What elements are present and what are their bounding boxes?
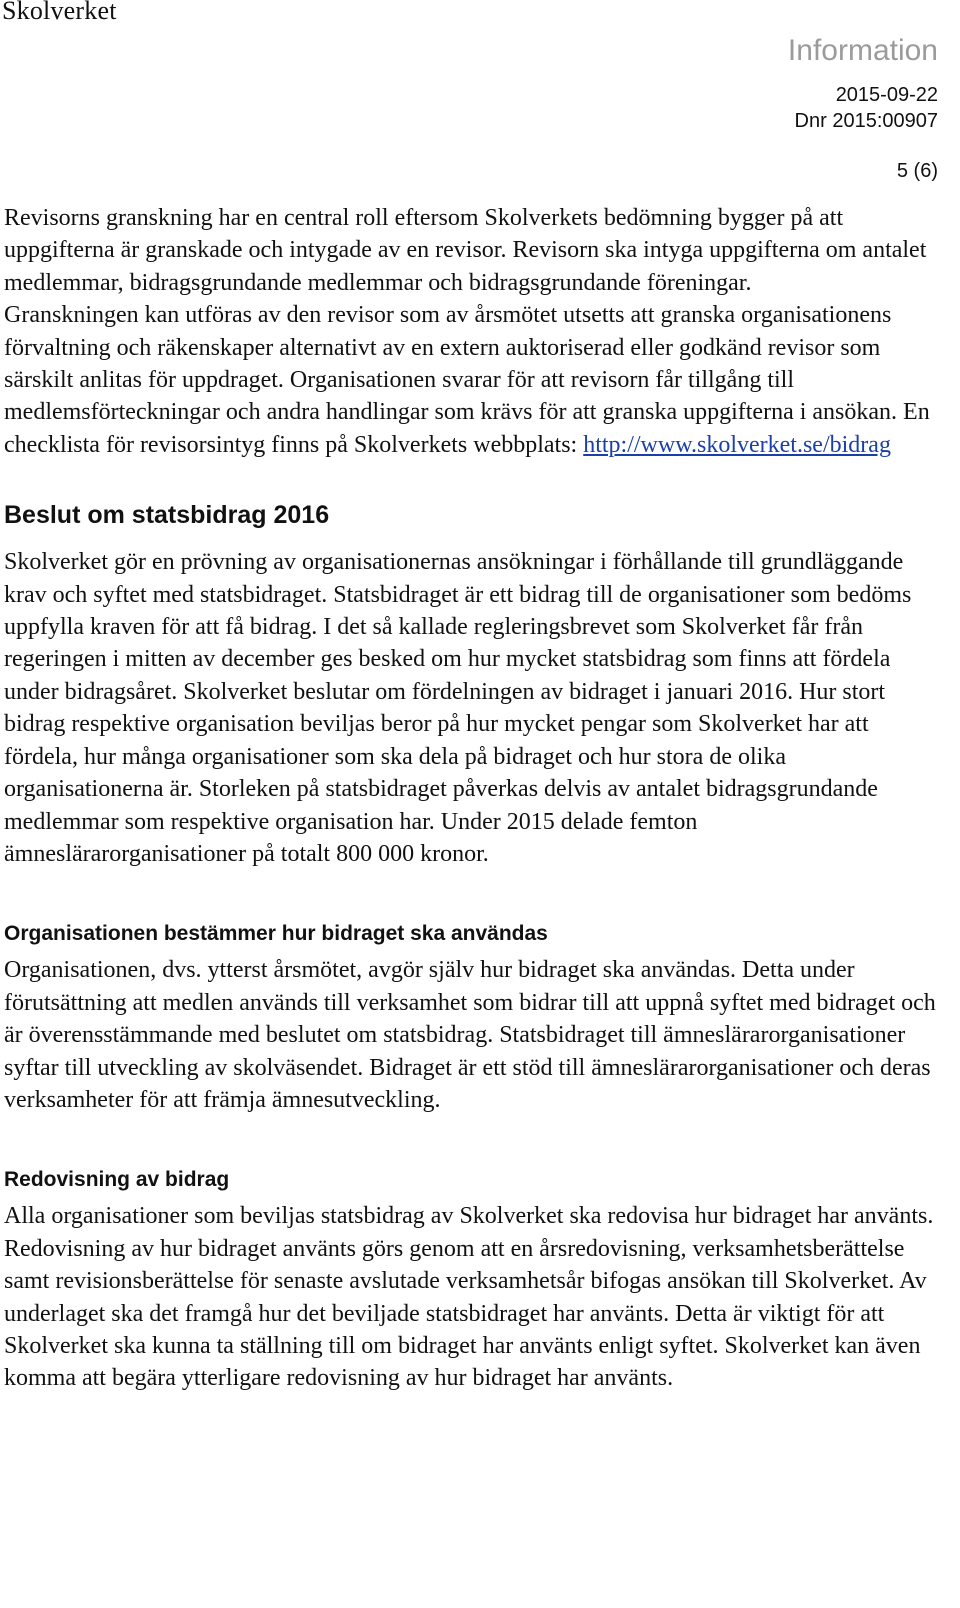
skolverket-logo: Skolverket bbox=[2, 0, 117, 25]
paragraph-granskningen-text: Granskningen kan utföras av den revisor som av årsmötet utsetts att granska organisationens förvaltning och räkenskaper alternativt av en extern auktoriserad eller godkänd revisor som särskilt anlitas för uppdraget. Organisationen svarar för att revisorn får tillgång till medlemsförteckningar och andra handlingar som krävs för att granska uppgifterna i ansökan. En checklista för revisorsintyg finns på Skolverkets webbplats: bbox=[4, 302, 930, 458]
bidrag-link[interactable]: http://www.skolverket.se/bidrag bbox=[583, 431, 891, 458]
document-date: 2015-09-22 bbox=[835, 84, 938, 106]
paragraph-beslut: Skolverket gör en prövning av organisationernas ansökningar i förhållande till grundläggande krav och syftet med statsbidraget. Statsbidraget är ett bidrag till de organisationer som bedöms uppfylla kraven för att få bidrag. I det så kallade regleringsbrevet som Skolverket får från regeringen i mitten av december ges besked om hur mycket statsbidrag som finns att fördela under bidragsåret. Skolverket beslutar om fördelningen av bidraget i januari 2016. Hur stort bidrag respektive organisation beviljas beror på hur mycket pengar som Skolverket har att fördela, hur många organisationer som ska dela på bidraget och hur stora de olika organisationerna är. Storleken på statsbidraget påverkas delvis av antalet bidragsgrundande medlemmar som respektive organisation har. Under 2015 delade femton ämneslärarorganisationer på totalt 800 000 kronor. bbox=[4, 549, 912, 867]
paragraph-redovisning: Alla organisationer som beviljas statsbidrag av Skolverket ska redovisa hur bidraget har använts. Redovisning av hur bidraget använts görs genom att en årsredovisning, verksamhetsberättelse samt revisionsberättelse för senaste avslutade verksamhetsår bifogas ansökan till Skolverket. Av underlaget ska det framgå hur det beviljade statsbidraget har använts. Detta är viktigt för att Skolverket ska kunna ta ställning till om bidraget har använts enligt syftet. Skolverket kan även komma att begära ytterligare redovisning av hur bidraget har använts. bbox=[4, 1203, 934, 1392]
paragraph-revisorns-granskning: Revisorns granskning har en central roll eftersom Skolverkets bedömning bygger på att uppgifterna är granskade och intygade av en revisor. Revisorn ska intyga uppgifterna om antalet medlemmar, bidragsgrundande medlemmar och bidragsgrundande föreningar. bbox=[4, 205, 927, 296]
document-dnr: Dnr 2015:00907 bbox=[794, 110, 938, 132]
heading-redovisning-av-bidrag: Redovisning av bidrag bbox=[4, 1168, 230, 1192]
document-body bbox=[4, 202, 936, 1395]
paragraph-granskningen bbox=[4, 299, 936, 461]
document-type: Information bbox=[787, 34, 938, 67]
paragraph-organisationen: Organisationen, dvs. ytterst årsmötet, avgör själv hur bidraget ska användas. Detta under förutsättning att medlen används till verksamhet som bidrar till att uppnå syftet med bidraget och är överensstämmande med beslutet om statsbidrag. Statsbidraget till ämneslärarorganisationer syftar till utveckling av skolväsendet. Bidraget är ett stöd till ämneslärarorganisationer och deras verksamheter för att främja ämnesutveckling. bbox=[4, 957, 936, 1113]
page-number: 5 (6) bbox=[896, 160, 938, 182]
heading-beslut-om-statsbidrag: Beslut om statsbidrag 2016 bbox=[4, 501, 330, 530]
heading-organisationen-bestammer: Organisationen bestämmer hur bidraget ska användas bbox=[4, 922, 548, 946]
